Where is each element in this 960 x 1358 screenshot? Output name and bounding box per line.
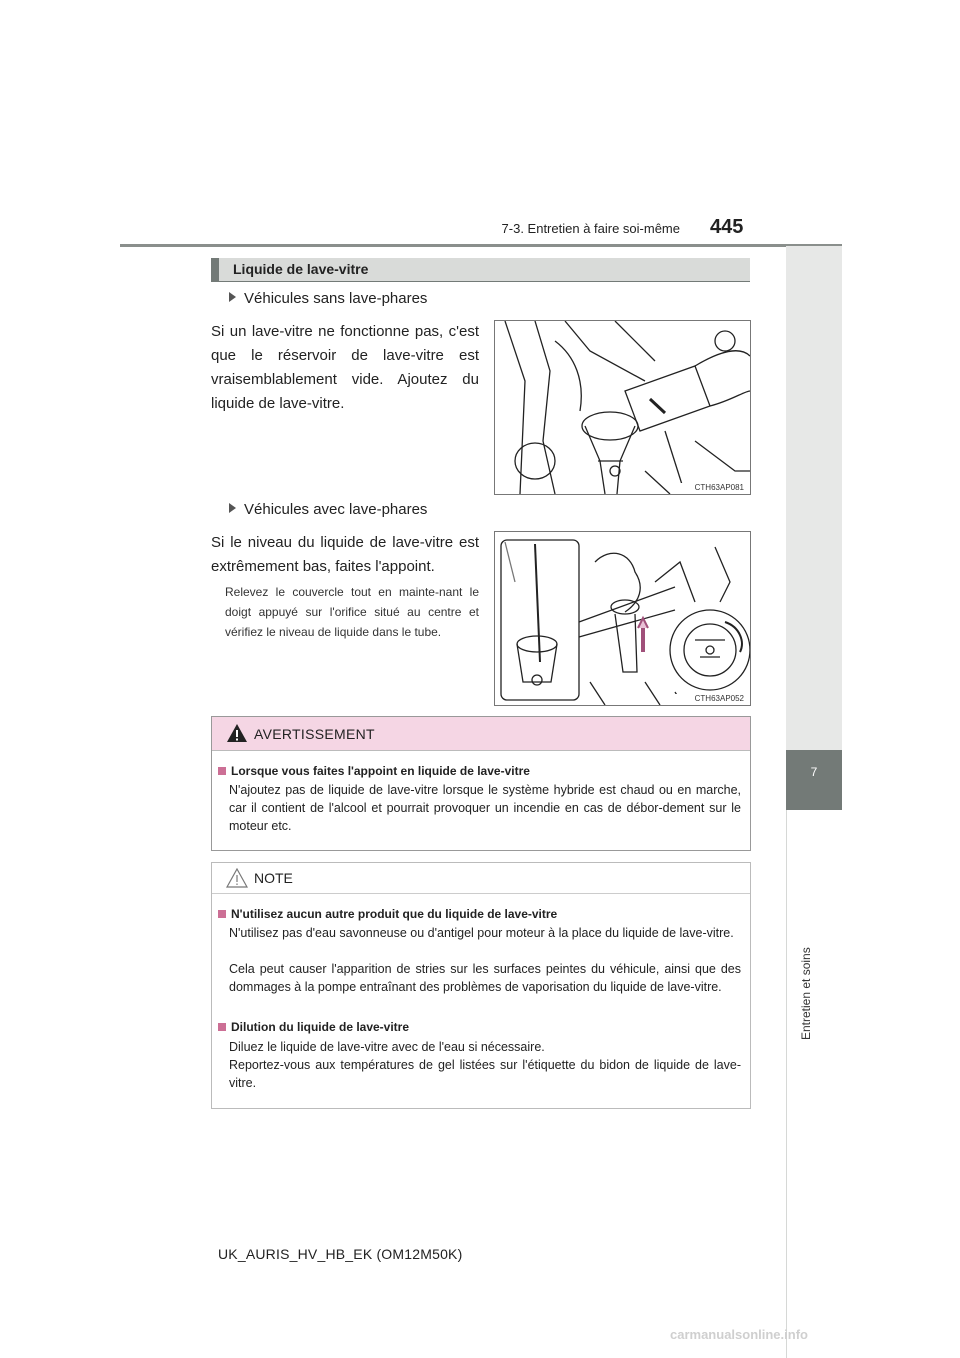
note-box — [211, 862, 751, 1109]
case2-note: Relevez le couvercle tout en mainte-nant le doigt appuyé sur l'orifice situé au centre et vérifiez le niveau de liquide dans le tube. — [225, 585, 479, 639]
note-item-title-1: N'utilisez aucun autre produit que du liquide de lave-vitre — [218, 907, 557, 921]
triangle-bullet-icon — [229, 292, 236, 302]
washer-level-check-illustration — [495, 532, 750, 705]
note-title: NOTE — [254, 870, 293, 886]
header-rule — [120, 244, 842, 247]
note-item-text-1b: Cela peut causer l'apparition de stries sur les surfaces peintes du véhicule, ainsi que des dommages à la pompe entraînant des problèmes de vaporisation du liquide de lave-vitre. — [229, 962, 741, 994]
caution-triangle-icon — [226, 868, 248, 888]
square-bullet-icon — [218, 767, 226, 775]
note-item-text-1a: N'utilisez pas d'eau savonneuse ou d'antigel pour moteur à la place du liquide de lave-vitre. — [229, 926, 734, 940]
header-section-title: 7-3. Entretien à faire soi-même — [501, 221, 680, 236]
page-number: 445 — [710, 216, 744, 238]
figure-washer-level-check — [494, 531, 751, 706]
triangle-bullet-icon — [229, 503, 236, 513]
case1-text: Si un lave-vitre ne fonctionne pas, c'est que le réservoir de lave-vitre est vraisemblablement vide. Ajoutez du liquide de lave-vitre. — [211, 323, 479, 412]
note-item-text-2a: Diluez le liquide de lave-vitre avec de l'eau si nécessaire. — [229, 1040, 545, 1054]
warning-triangle-icon — [226, 723, 248, 743]
chapter-tab-number-box — [786, 750, 842, 810]
note-item-text-2b: Reportez-vous aux températures de gel listées sur l'étiquette du bidon de liquide de lave-vitre. — [229, 1058, 741, 1090]
washer-refill-illustration — [495, 321, 750, 494]
case2-label: Véhicules avec lave-phares — [229, 501, 427, 518]
figure-code: CTH63AP052 — [694, 694, 744, 703]
warning-title: AVERTISSEMENT — [254, 726, 375, 742]
footer-document-code: UK_AURIS_HV_HB_EK (OM12M50K) — [218, 1246, 463, 1262]
section-heading — [211, 258, 750, 282]
watermark: carmanualsonline.info — [670, 1327, 808, 1342]
chapter-tab-background — [786, 246, 842, 750]
case2-text: Si le niveau du liquide de lave-vitre est extrêmement bas, faites l'appoint. — [211, 534, 479, 575]
chapter-tab-title: Entretien et soins — [799, 947, 813, 1040]
section-heading-text: Liquide de lave-vitre — [233, 261, 369, 277]
note-item-title-2: Dilution du liquide de lave-vitre — [218, 1020, 409, 1034]
warning-box — [211, 716, 751, 851]
case1-label: Véhicules sans lave-phares — [229, 290, 427, 307]
chapter-tab-number: 7 — [810, 765, 818, 779]
note-header — [212, 863, 750, 894]
warning-header — [212, 717, 750, 751]
figure-washer-refill — [494, 320, 751, 495]
warning-item-title: Lorsque vous faites l'appoint en liquide de lave-vitre — [218, 764, 530, 778]
figure-code: CTH63AP081 — [694, 483, 744, 492]
square-bullet-icon — [218, 1023, 226, 1031]
warning-item-text: N'ajoutez pas de liquide de lave-vitre lorsque le système hybride est chaud ou en marche, car il contient de l'alcool et pourrait provoquer un incendie en cas de débor-dement sur le moteur etc. — [229, 783, 741, 833]
square-bullet-icon — [218, 910, 226, 918]
